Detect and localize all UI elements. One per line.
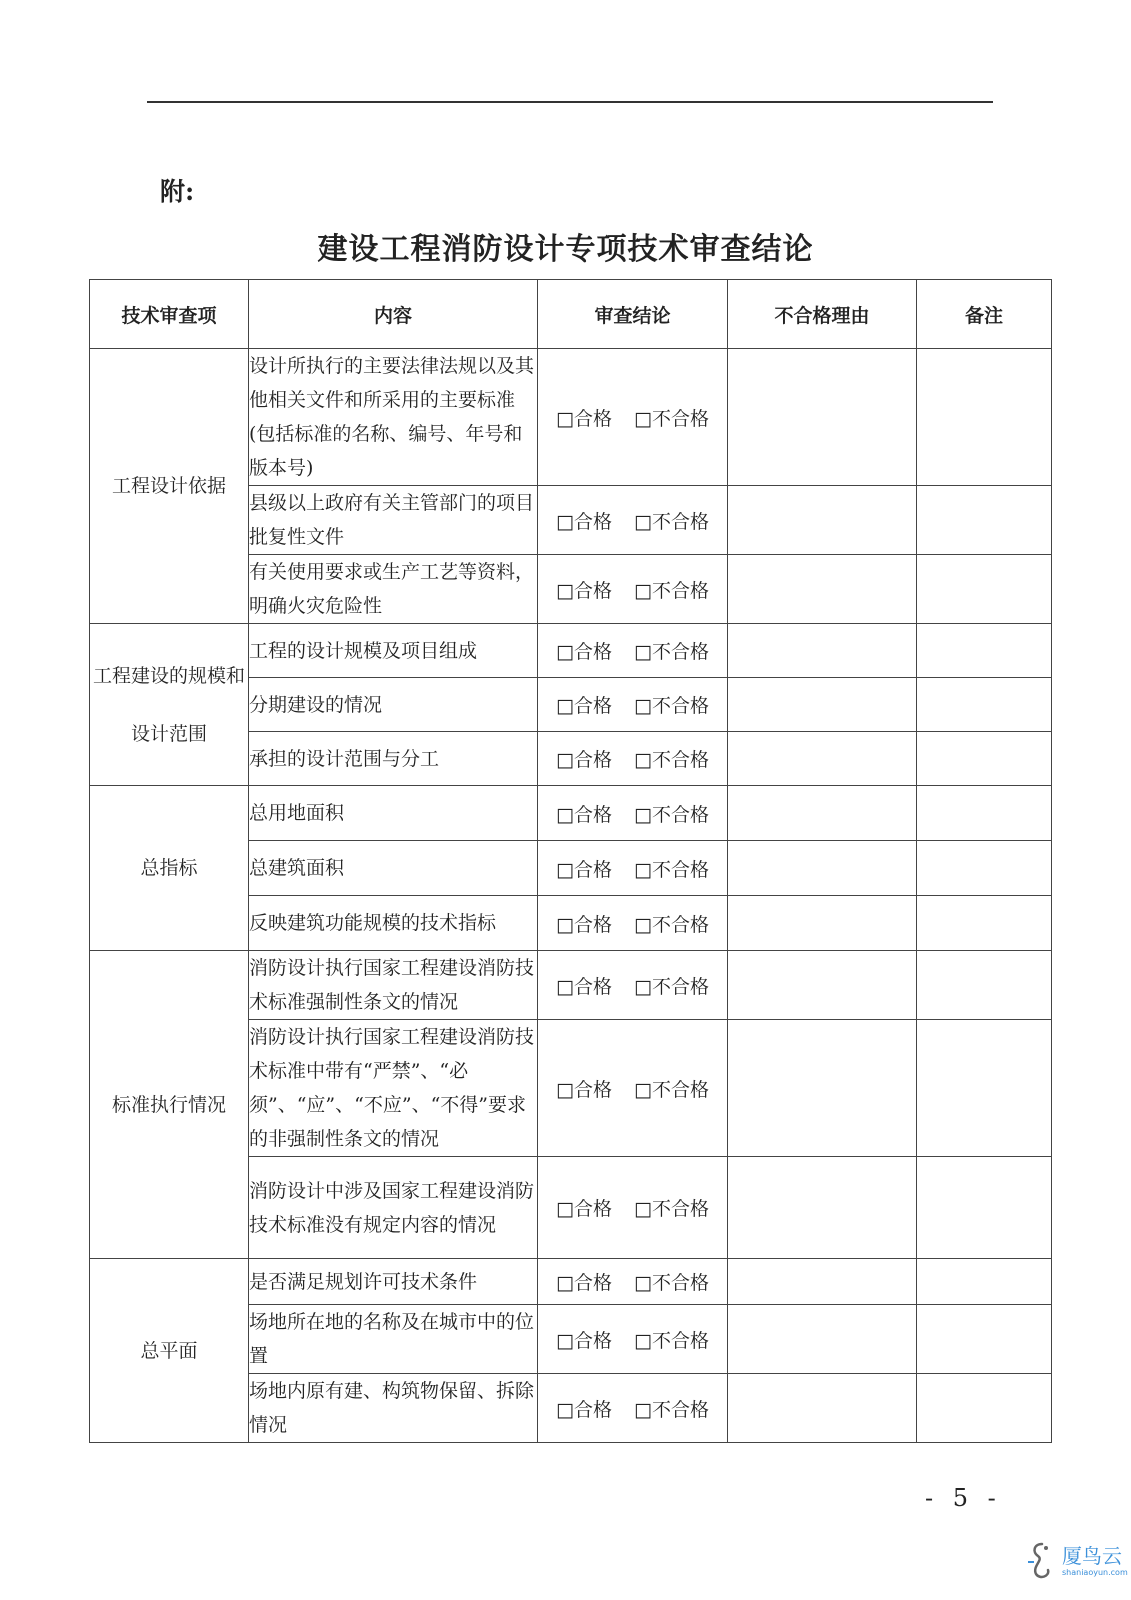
content-cell: 场地所在地的名称及在城市中的位置 bbox=[249, 1305, 538, 1374]
content-cell: 承担的设计范围与分工 bbox=[249, 732, 538, 786]
conclusion-cell bbox=[538, 786, 728, 841]
conclusion-cell bbox=[538, 624, 728, 678]
category-cell: 标准执行情况 bbox=[90, 951, 249, 1259]
category-cell: 工程建设的规模和设计范围 bbox=[90, 624, 249, 786]
conclusion-cell bbox=[538, 486, 728, 555]
header-fail-reason: 不合格理由 bbox=[728, 280, 917, 349]
fail-reason-cell[interactable] bbox=[728, 555, 917, 624]
fail-reason-cell[interactable] bbox=[728, 896, 917, 951]
remarks-cell[interactable] bbox=[917, 951, 1052, 1020]
fail-checkbox[interactable]: □不合格 bbox=[634, 975, 709, 998]
pass-checkbox[interactable]: □合格 bbox=[556, 913, 612, 936]
table-header-row bbox=[90, 280, 1052, 349]
content-cell: 反映建筑功能规模的技术指标 bbox=[249, 896, 538, 951]
fail-reason-cell[interactable] bbox=[728, 951, 917, 1020]
pass-checkbox[interactable]: □合格 bbox=[556, 749, 612, 771]
remarks-cell[interactable] bbox=[917, 555, 1052, 624]
fail-reason-cell[interactable] bbox=[728, 486, 917, 555]
conclusion-cell bbox=[538, 1305, 728, 1374]
pass-checkbox[interactable]: □合格 bbox=[556, 858, 612, 881]
fail-checkbox[interactable]: □不合格 bbox=[634, 1198, 709, 1220]
fail-reason-cell[interactable] bbox=[728, 349, 917, 486]
fail-checkbox[interactable]: □不合格 bbox=[634, 1272, 709, 1294]
fail-reason-cell[interactable] bbox=[728, 786, 917, 841]
remarks-cell[interactable] bbox=[917, 486, 1052, 555]
conclusion-cell bbox=[538, 1374, 728, 1443]
remarks-cell[interactable] bbox=[917, 841, 1052, 896]
fail-checkbox[interactable]: □不合格 bbox=[634, 1078, 709, 1101]
pass-checkbox[interactable]: □合格 bbox=[556, 641, 612, 663]
pass-checkbox[interactable]: □合格 bbox=[556, 975, 612, 998]
conclusion-cell bbox=[538, 1157, 728, 1259]
fail-checkbox[interactable]: □不合格 bbox=[634, 579, 709, 602]
header-conclusion: 审查结论 bbox=[538, 280, 728, 349]
watermark-logo bbox=[1026, 1538, 1126, 1586]
fail-reason-cell[interactable] bbox=[728, 1259, 917, 1305]
fail-reason-cell[interactable] bbox=[728, 841, 917, 896]
conclusion-cell bbox=[538, 555, 728, 624]
fail-checkbox[interactable]: □不合格 bbox=[634, 803, 709, 826]
conclusion-cell bbox=[538, 1020, 728, 1157]
content-cell: 有关使用要求或生产工艺等资料，明确火灾危险性 bbox=[249, 555, 538, 624]
conclusion-cell bbox=[538, 841, 728, 896]
header-remarks: 备注 bbox=[917, 280, 1052, 349]
fail-checkbox[interactable]: □不合格 bbox=[634, 913, 709, 936]
fail-checkbox[interactable]: □不合格 bbox=[634, 510, 709, 533]
fail-reason-cell[interactable] bbox=[728, 1374, 917, 1443]
pass-checkbox[interactable]: □合格 bbox=[556, 1272, 612, 1294]
content-cell: 工程的设计规模及项目组成 bbox=[249, 624, 538, 678]
review-table bbox=[89, 279, 1052, 1443]
watermark-brand: 厦鸟云 bbox=[1062, 1544, 1122, 1568]
header-content: 内容 bbox=[249, 280, 538, 349]
content-cell: 场地内原有建、构筑物保留、拆除情况 bbox=[249, 1374, 538, 1443]
content-cell: 总用地面积 bbox=[249, 786, 538, 841]
table-row bbox=[90, 951, 1052, 1020]
fail-reason-cell[interactable] bbox=[728, 1157, 917, 1259]
pass-checkbox[interactable]: □合格 bbox=[556, 1398, 612, 1421]
fail-reason-cell[interactable] bbox=[728, 1305, 917, 1374]
conclusion-cell bbox=[538, 951, 728, 1020]
page-number: - 5 - bbox=[925, 1484, 1002, 1512]
content-cell: 消防设计执行国家工程建设消防技术标准中带有“严禁”、“必须”、“应”、“不应”、“不得”要求的非强制性条文的情况 bbox=[249, 1020, 538, 1157]
content-cell: 设计所执行的主要法律法规以及其他相关文件和所采用的主要标准(包括标准的名称、编号、年号和版本号) bbox=[249, 349, 538, 486]
content-cell: 消防设计中涉及国家工程建设消防技术标准没有规定内容的情况 bbox=[249, 1157, 538, 1259]
content-cell: 是否满足规划许可技术条件 bbox=[249, 1259, 538, 1305]
fail-checkbox[interactable]: □不合格 bbox=[634, 1398, 709, 1421]
pass-checkbox[interactable]: □合格 bbox=[556, 579, 612, 602]
remarks-cell[interactable] bbox=[917, 896, 1052, 951]
fail-checkbox[interactable]: □不合格 bbox=[634, 858, 709, 881]
content-cell: 县级以上政府有关主管部门的项目批复性文件 bbox=[249, 486, 538, 555]
conclusion-cell bbox=[538, 349, 728, 486]
fail-checkbox[interactable]: □不合格 bbox=[634, 407, 709, 430]
watermark-url: shaniaoyun.com bbox=[1062, 1568, 1128, 1577]
document-title: 建设工程消防设计专项技术审查结论 bbox=[317, 232, 814, 267]
fail-checkbox[interactable]: □不合格 bbox=[634, 641, 709, 663]
content-cell: 分期建设的情况 bbox=[249, 678, 538, 732]
header-review-item: 技术审查项 bbox=[90, 280, 249, 349]
bird-icon bbox=[1026, 1540, 1058, 1580]
remarks-cell[interactable] bbox=[917, 1157, 1052, 1259]
pass-checkbox[interactable]: □合格 bbox=[556, 1329, 612, 1352]
remarks-cell[interactable] bbox=[917, 624, 1052, 678]
conclusion-cell bbox=[538, 678, 728, 732]
content-cell: 消防设计执行国家工程建设消防技术标准强制性条文的情况 bbox=[249, 951, 538, 1020]
pass-checkbox[interactable]: □合格 bbox=[556, 407, 612, 430]
fail-reason-cell[interactable] bbox=[728, 1020, 917, 1157]
category-cell: 工程设计依据 bbox=[90, 349, 249, 624]
pass-checkbox[interactable]: □合格 bbox=[556, 510, 612, 533]
conclusion-cell bbox=[538, 732, 728, 786]
fail-reason-cell[interactable] bbox=[728, 624, 917, 678]
fail-checkbox[interactable]: □不合格 bbox=[634, 1329, 709, 1352]
header-rule bbox=[147, 101, 993, 103]
conclusion-cell bbox=[538, 896, 728, 951]
table-row bbox=[90, 624, 1052, 678]
fail-reason-cell[interactable] bbox=[728, 678, 917, 732]
pass-checkbox[interactable]: □合格 bbox=[556, 1198, 612, 1220]
conclusion-cell bbox=[538, 1259, 728, 1305]
table-row bbox=[90, 786, 1052, 841]
pass-checkbox[interactable]: □合格 bbox=[556, 803, 612, 826]
remarks-cell[interactable] bbox=[917, 1259, 1052, 1305]
category-cell: 总指标 bbox=[90, 786, 249, 951]
remarks-cell[interactable] bbox=[917, 678, 1052, 732]
remarks-cell[interactable] bbox=[917, 1305, 1052, 1374]
fail-checkbox[interactable]: □不合格 bbox=[634, 749, 709, 771]
fail-checkbox[interactable]: □不合格 bbox=[634, 695, 709, 717]
remarks-cell[interactable] bbox=[917, 1020, 1052, 1157]
pass-checkbox[interactable]: □合格 bbox=[556, 1078, 612, 1101]
remarks-cell[interactable] bbox=[917, 349, 1052, 486]
pass-checkbox[interactable]: □合格 bbox=[556, 695, 612, 717]
fail-reason-cell[interactable] bbox=[728, 732, 917, 786]
remarks-cell[interactable] bbox=[917, 786, 1052, 841]
category-cell: 总平面 bbox=[90, 1259, 249, 1443]
table-row bbox=[90, 349, 1052, 486]
remarks-cell[interactable] bbox=[917, 1374, 1052, 1443]
attachment-label: 附: bbox=[160, 177, 195, 206]
content-cell: 总建筑面积 bbox=[249, 841, 538, 896]
table-row bbox=[90, 1259, 1052, 1305]
remarks-cell[interactable] bbox=[917, 732, 1052, 786]
